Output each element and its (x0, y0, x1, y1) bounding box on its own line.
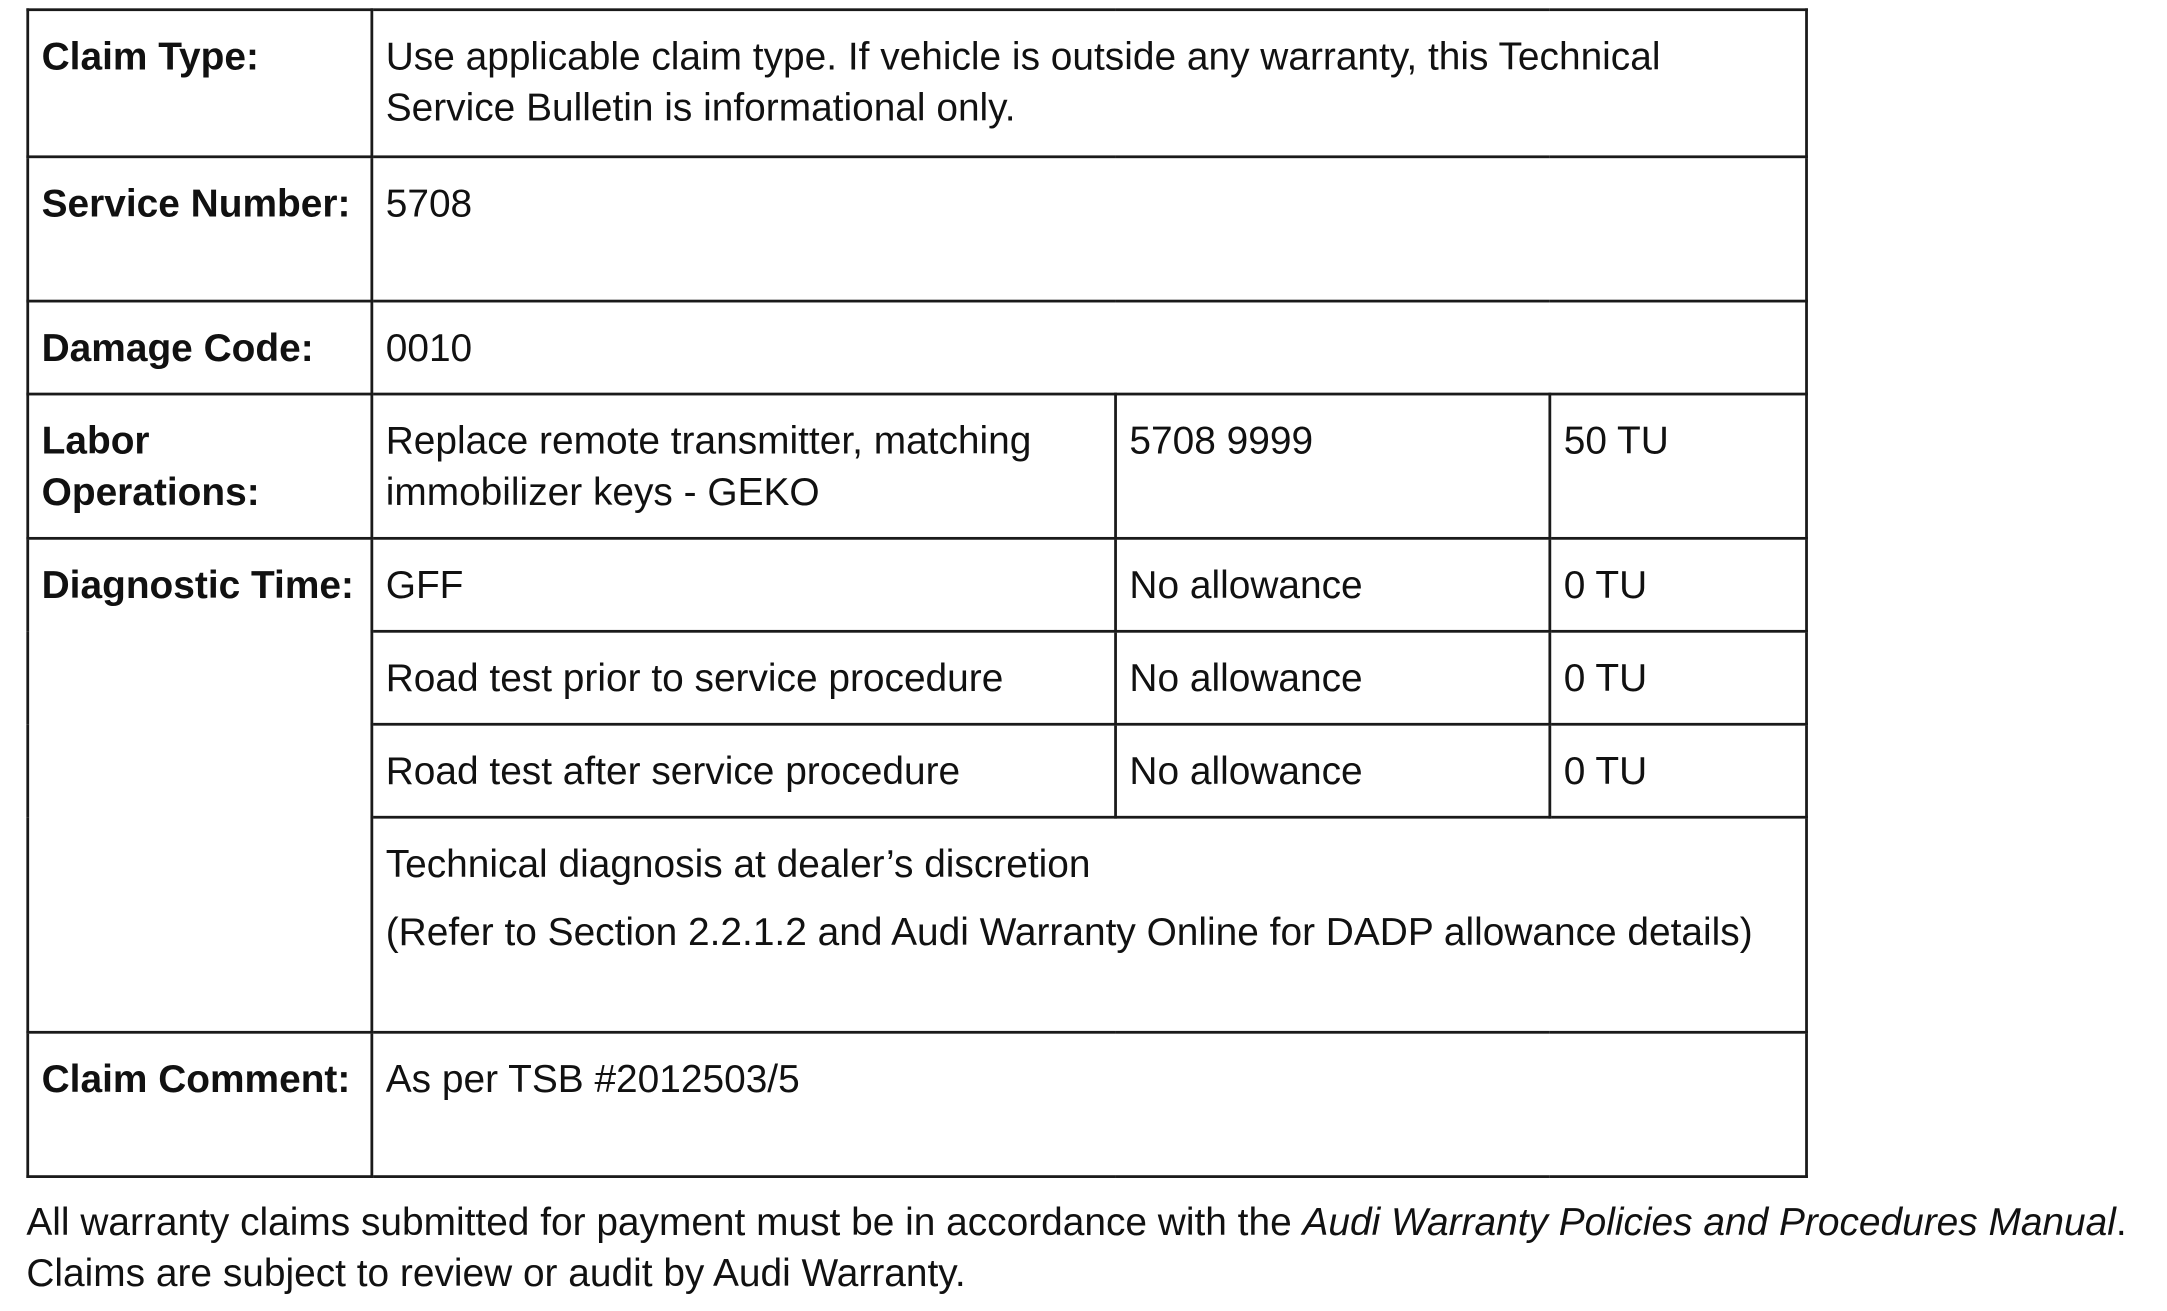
claim-comment-value: As per TSB #2012503/5 (372, 1032, 1807, 1176)
diagnostic-row (28, 538, 1807, 631)
damage-code-row (28, 301, 1807, 394)
diagnostic-note-line1: Technical diagnosis at dealer’s discretion (385, 842, 1091, 886)
diagnostic-note (372, 817, 1807, 1032)
diagnostic-time-units: 0 TU (1550, 631, 1807, 724)
claim-comment-label: Claim Comment: (28, 1032, 372, 1176)
diagnostic-description: GFF (372, 538, 1116, 631)
footer-manual-title: Audi Warranty Policies and Procedures Manual (1302, 1200, 2116, 1244)
warranty-table (26, 8, 1808, 1178)
labor-operations-label: Labor Operations: (28, 394, 372, 538)
claim-type-row (28, 10, 1807, 157)
diagnostic-allowance: No allowance (1116, 631, 1550, 724)
diagnostic-time-label: Diagnostic Time: (28, 538, 372, 1032)
footer-text-before: All warranty claims submitted for payment must be in accordance with the (26, 1200, 1303, 1244)
diagnostic-description: Road test after service procedure (372, 724, 1116, 817)
labor-operation-time-units: 50 TU (1550, 394, 1807, 538)
diagnostic-note-line2: (Refer to Section 2.2.1.2 and Audi Warranty Online for DADP allowance details) (385, 910, 1753, 954)
claim-comment-row (28, 1032, 1807, 1176)
diagnostic-description: Road test prior to service procedure (372, 631, 1116, 724)
diagnostic-time-units: 0 TU (1550, 538, 1807, 631)
diagnostic-allowance: No allowance (1116, 538, 1550, 631)
footer-text-after: . Claims are subject to review or audit by Audi Warranty. (26, 1200, 2127, 1295)
labor-operation-description: Replace remote transmitter, matching immobilizer keys - GEKO (372, 394, 1116, 538)
damage-code-label: Damage Code: (28, 301, 372, 394)
warranty-footer-note (26, 1196, 2149, 1299)
service-number-label: Service Number: (28, 157, 372, 301)
service-number-value: 5708 (372, 157, 1807, 301)
service-number-row (28, 157, 1807, 301)
claim-type-value: Use applicable claim type. If vehicle is outside any warranty, this Technical Service Bulletin is informational only. (372, 10, 1807, 157)
labor-operation-number: 5708 9999 (1116, 394, 1550, 538)
damage-code-value: 0010 (372, 301, 1807, 394)
labor-operations-row (28, 394, 1807, 538)
diagnostic-time-units: 0 TU (1550, 724, 1807, 817)
diagnostic-allowance: No allowance (1116, 724, 1550, 817)
claim-type-label: Claim Type: (28, 10, 372, 157)
